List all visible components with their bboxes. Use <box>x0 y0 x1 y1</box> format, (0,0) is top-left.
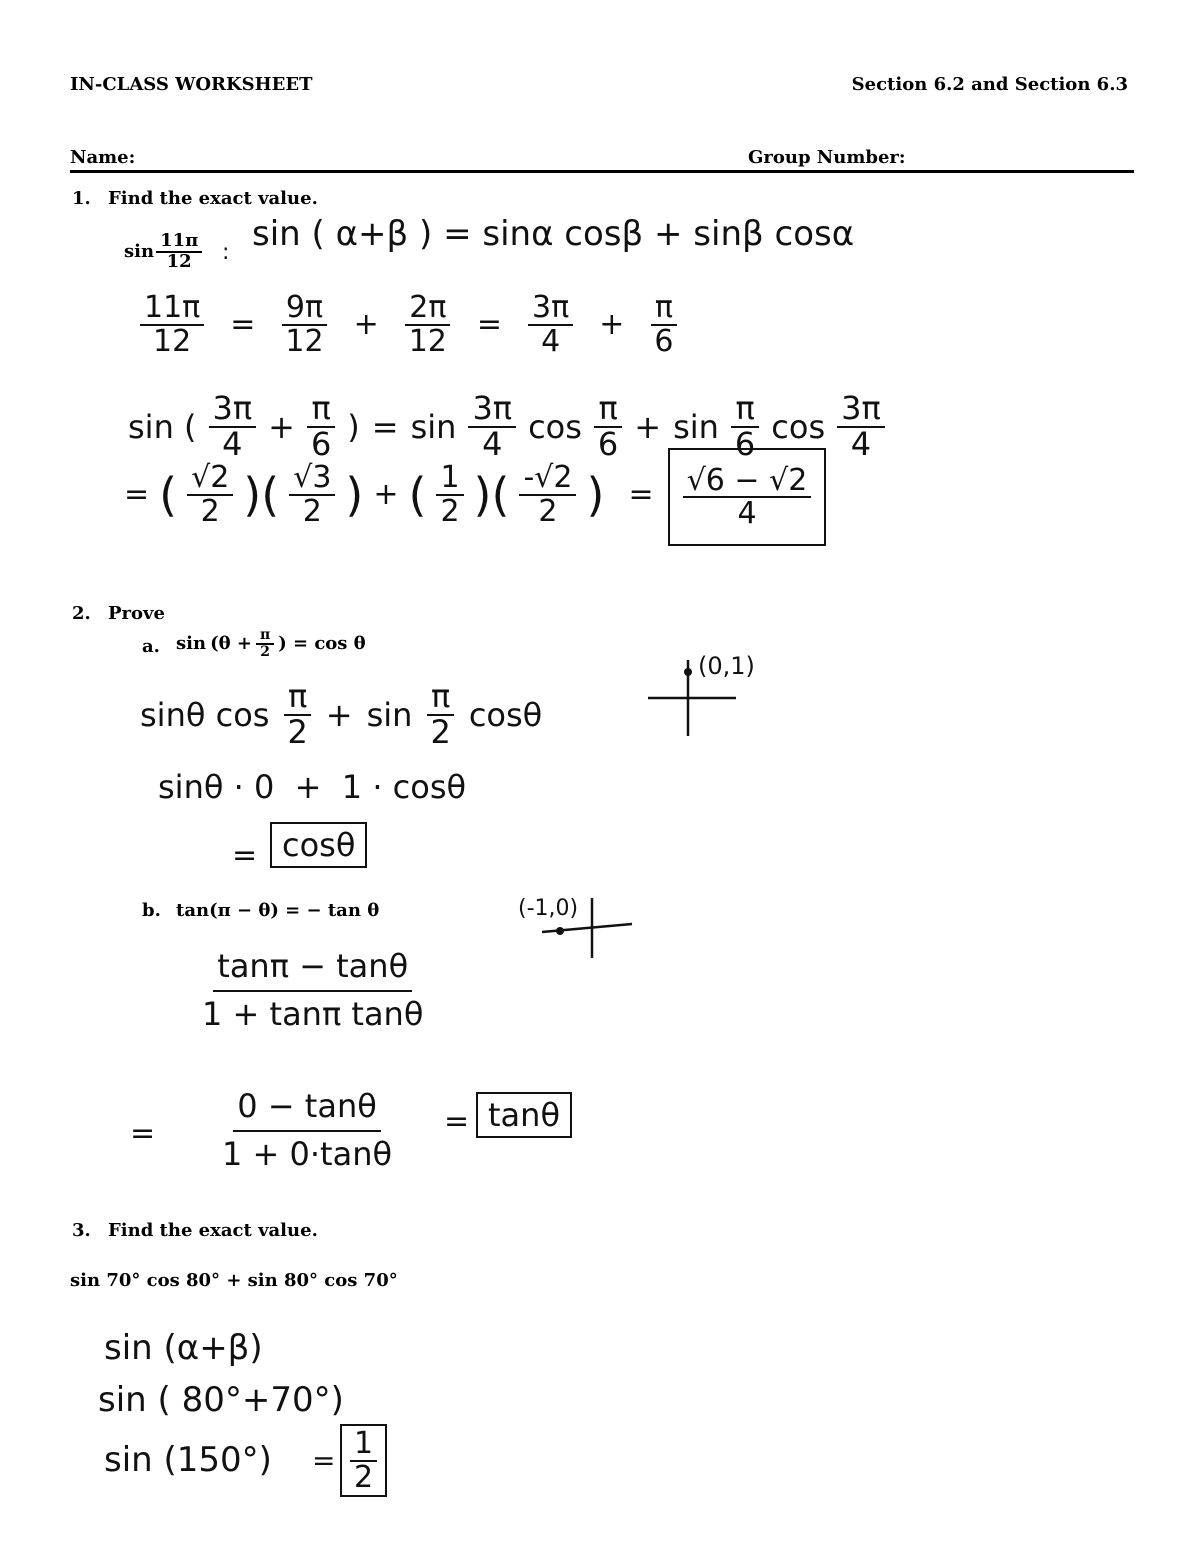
q1-step-frac <box>405 292 451 357</box>
frac <box>209 389 257 463</box>
frac-den: 12 <box>408 323 447 359</box>
cos: cos <box>528 407 582 446</box>
q2a-answer: cosθ <box>282 826 356 864</box>
q1-expression <box>124 232 202 272</box>
frac-num: π <box>594 392 621 428</box>
sin: sin <box>366 695 413 734</box>
q3-step-1: sin (α+β) <box>104 1328 263 1368</box>
sin-cos: sinθ cos <box>140 695 270 734</box>
frac-den: 6 <box>654 323 674 359</box>
frac-num: π <box>284 680 311 716</box>
frac-den: 4 <box>737 496 757 531</box>
q1-step-evaluate <box>124 462 654 527</box>
frac-den: 6 <box>734 424 756 463</box>
q2a-step-2: sinθ · 0 + 1 · cosθ <box>158 768 467 806</box>
q2b-axes-sketch <box>536 892 646 964</box>
q2a-statement <box>176 628 366 659</box>
cos: cos <box>771 407 826 446</box>
plus: + <box>325 695 353 734</box>
frac-den: 2 <box>538 493 558 529</box>
q3-step-3: sin (150°) <box>104 1440 272 1480</box>
name-label: Name: <box>70 147 136 168</box>
frac-den: 2 <box>200 493 220 529</box>
frac <box>426 677 454 751</box>
frac-num: π <box>256 628 274 645</box>
frac <box>198 947 427 1033</box>
q1-step-frac <box>650 292 677 357</box>
q2-prompt: Prove <box>108 603 165 624</box>
frac-num: π <box>427 680 454 716</box>
frac-den: 2 <box>302 493 322 529</box>
q2b-equals: = <box>130 1116 156 1151</box>
frac-num: 0 − tanθ <box>233 1090 381 1132</box>
frac <box>594 389 622 463</box>
point-marker <box>684 668 692 676</box>
frac-num: π <box>651 292 677 326</box>
frac <box>436 462 463 527</box>
q2b-equals-2: = <box>444 1104 470 1139</box>
q2b-letter: b. <box>142 900 161 921</box>
q2b-answer-box <box>476 1092 572 1138</box>
paren: ) <box>586 467 605 522</box>
group-number-label: Group Number: <box>748 147 906 168</box>
q3-step-2: sin ( 80°+70°) <box>98 1380 344 1420</box>
frac-num: √2 <box>187 462 233 496</box>
q1-colon: : <box>222 240 230 265</box>
frac <box>256 628 274 659</box>
frac-den: 12 <box>153 323 192 359</box>
paren: ( <box>408 467 427 522</box>
q3-answer <box>350 1428 377 1493</box>
frac-num: tanπ − tanθ <box>213 950 412 992</box>
equals: = <box>371 407 399 446</box>
q1-prompt: Find the exact value. <box>108 188 318 209</box>
q2a-letter: a. <box>142 636 160 657</box>
frac-num: 1 <box>436 462 463 496</box>
sin: sin <box>410 407 457 446</box>
frac-num: π <box>731 392 758 428</box>
frac-num: 11π <box>140 292 204 326</box>
point-marker <box>556 927 564 935</box>
frac-num: 3π <box>528 292 573 326</box>
q2b-point-label: (-1,0) <box>518 896 579 921</box>
frac-den: 4 <box>541 323 561 359</box>
frac <box>218 1087 396 1173</box>
frac-num: π <box>307 392 334 428</box>
frac-den: 6 <box>597 424 619 463</box>
frac-den: 1 + 0·tanθ <box>222 1134 393 1173</box>
frac-num: 3π <box>209 392 257 428</box>
frac-num: 3π <box>837 392 885 428</box>
paren: )( <box>243 467 280 522</box>
frac-num: 3π <box>468 392 516 428</box>
frac <box>289 462 335 527</box>
cos: cosθ <box>468 695 543 734</box>
q3-number: 3. <box>72 1220 91 1241</box>
q1-frac-den: 12 <box>166 250 192 272</box>
q1-answer-box <box>668 448 826 546</box>
plus: + <box>634 407 662 446</box>
frac <box>187 462 233 527</box>
q1-number: 1. <box>72 188 91 209</box>
q2b-statement: tan(π − θ) = − tan θ <box>176 900 380 921</box>
frac <box>519 462 576 527</box>
header-rule <box>70 170 1134 173</box>
open: (θ + <box>210 633 252 655</box>
close-paren: ) <box>347 407 360 446</box>
rest: ) = cos θ <box>278 633 366 655</box>
equals: = <box>124 477 150 512</box>
q3-expression: sin 70° cos 80° + sin 80° cos 70° <box>70 1270 398 1291</box>
frac-den: 2 <box>260 643 270 660</box>
equals: = <box>230 307 256 342</box>
frac-num: 1 <box>350 1428 377 1462</box>
frac-den: 4 <box>482 424 503 463</box>
frac-num: √6 − √2 <box>683 465 812 499</box>
frac <box>468 389 516 463</box>
q1-answer <box>683 462 812 531</box>
sin-open: sin ( <box>128 407 197 446</box>
worksheet-title: IN-CLASS WORKSHEET <box>70 74 313 95</box>
frac-num: √3 <box>289 462 335 496</box>
frac-den: 2 <box>354 1459 374 1495</box>
frac-den: 1 + tanπ tanθ <box>202 994 424 1033</box>
q1-step-frac <box>528 292 573 357</box>
q2a-equals: = <box>232 838 258 873</box>
frac <box>837 389 885 463</box>
frac-den: 4 <box>850 424 872 463</box>
plus: + <box>268 407 295 446</box>
paren: ( <box>159 467 178 522</box>
q2b-step-1 <box>198 947 427 1033</box>
frac-den: 12 <box>285 323 324 359</box>
frac-den: 2 <box>287 712 308 751</box>
q2a-answer-box <box>270 822 367 868</box>
q2a-step-1 <box>140 677 543 751</box>
frac <box>283 677 311 751</box>
q1-frac-num: 11π <box>156 232 202 253</box>
plus: + <box>373 477 399 512</box>
frac-den: 2 <box>440 493 460 529</box>
frac-den: 4 <box>222 424 243 463</box>
frac-num: 2π <box>405 292 450 326</box>
q1-step-frac <box>140 292 204 357</box>
q1-step-split <box>140 292 677 357</box>
frac <box>307 389 335 463</box>
q2-number: 2. <box>72 603 91 624</box>
frac-den: 6 <box>310 424 332 463</box>
paren: ) <box>345 467 364 522</box>
q2a-point-label: (0,1) <box>698 652 755 680</box>
sin: sin <box>673 407 719 446</box>
q1-fraction <box>156 232 202 272</box>
equals: = <box>628 477 654 512</box>
paren: )( <box>473 467 510 522</box>
equals: = <box>476 307 503 342</box>
x-axis <box>542 924 632 932</box>
frac-den: 2 <box>430 712 451 751</box>
q2b-answer: tanθ <box>488 1096 561 1134</box>
plus: + <box>353 307 379 342</box>
q3-equals: = <box>312 1444 336 1477</box>
frac-num: 9π <box>282 292 327 326</box>
plus: + <box>599 307 625 342</box>
section-label: Section 6.2 and Section 6.3 <box>851 74 1128 95</box>
frac-num: -√2 <box>519 462 576 496</box>
q1-identity: sin ( α+β ) = sinα cosβ + sinβ cosα <box>252 214 855 254</box>
sin: sin <box>176 633 207 655</box>
q1-step-frac <box>281 292 327 357</box>
q3-prompt: Find the exact value. <box>108 1220 318 1241</box>
q2b-step-2 <box>218 1087 396 1173</box>
q3-answer-box <box>340 1424 387 1497</box>
q1-func: sin <box>124 241 155 263</box>
